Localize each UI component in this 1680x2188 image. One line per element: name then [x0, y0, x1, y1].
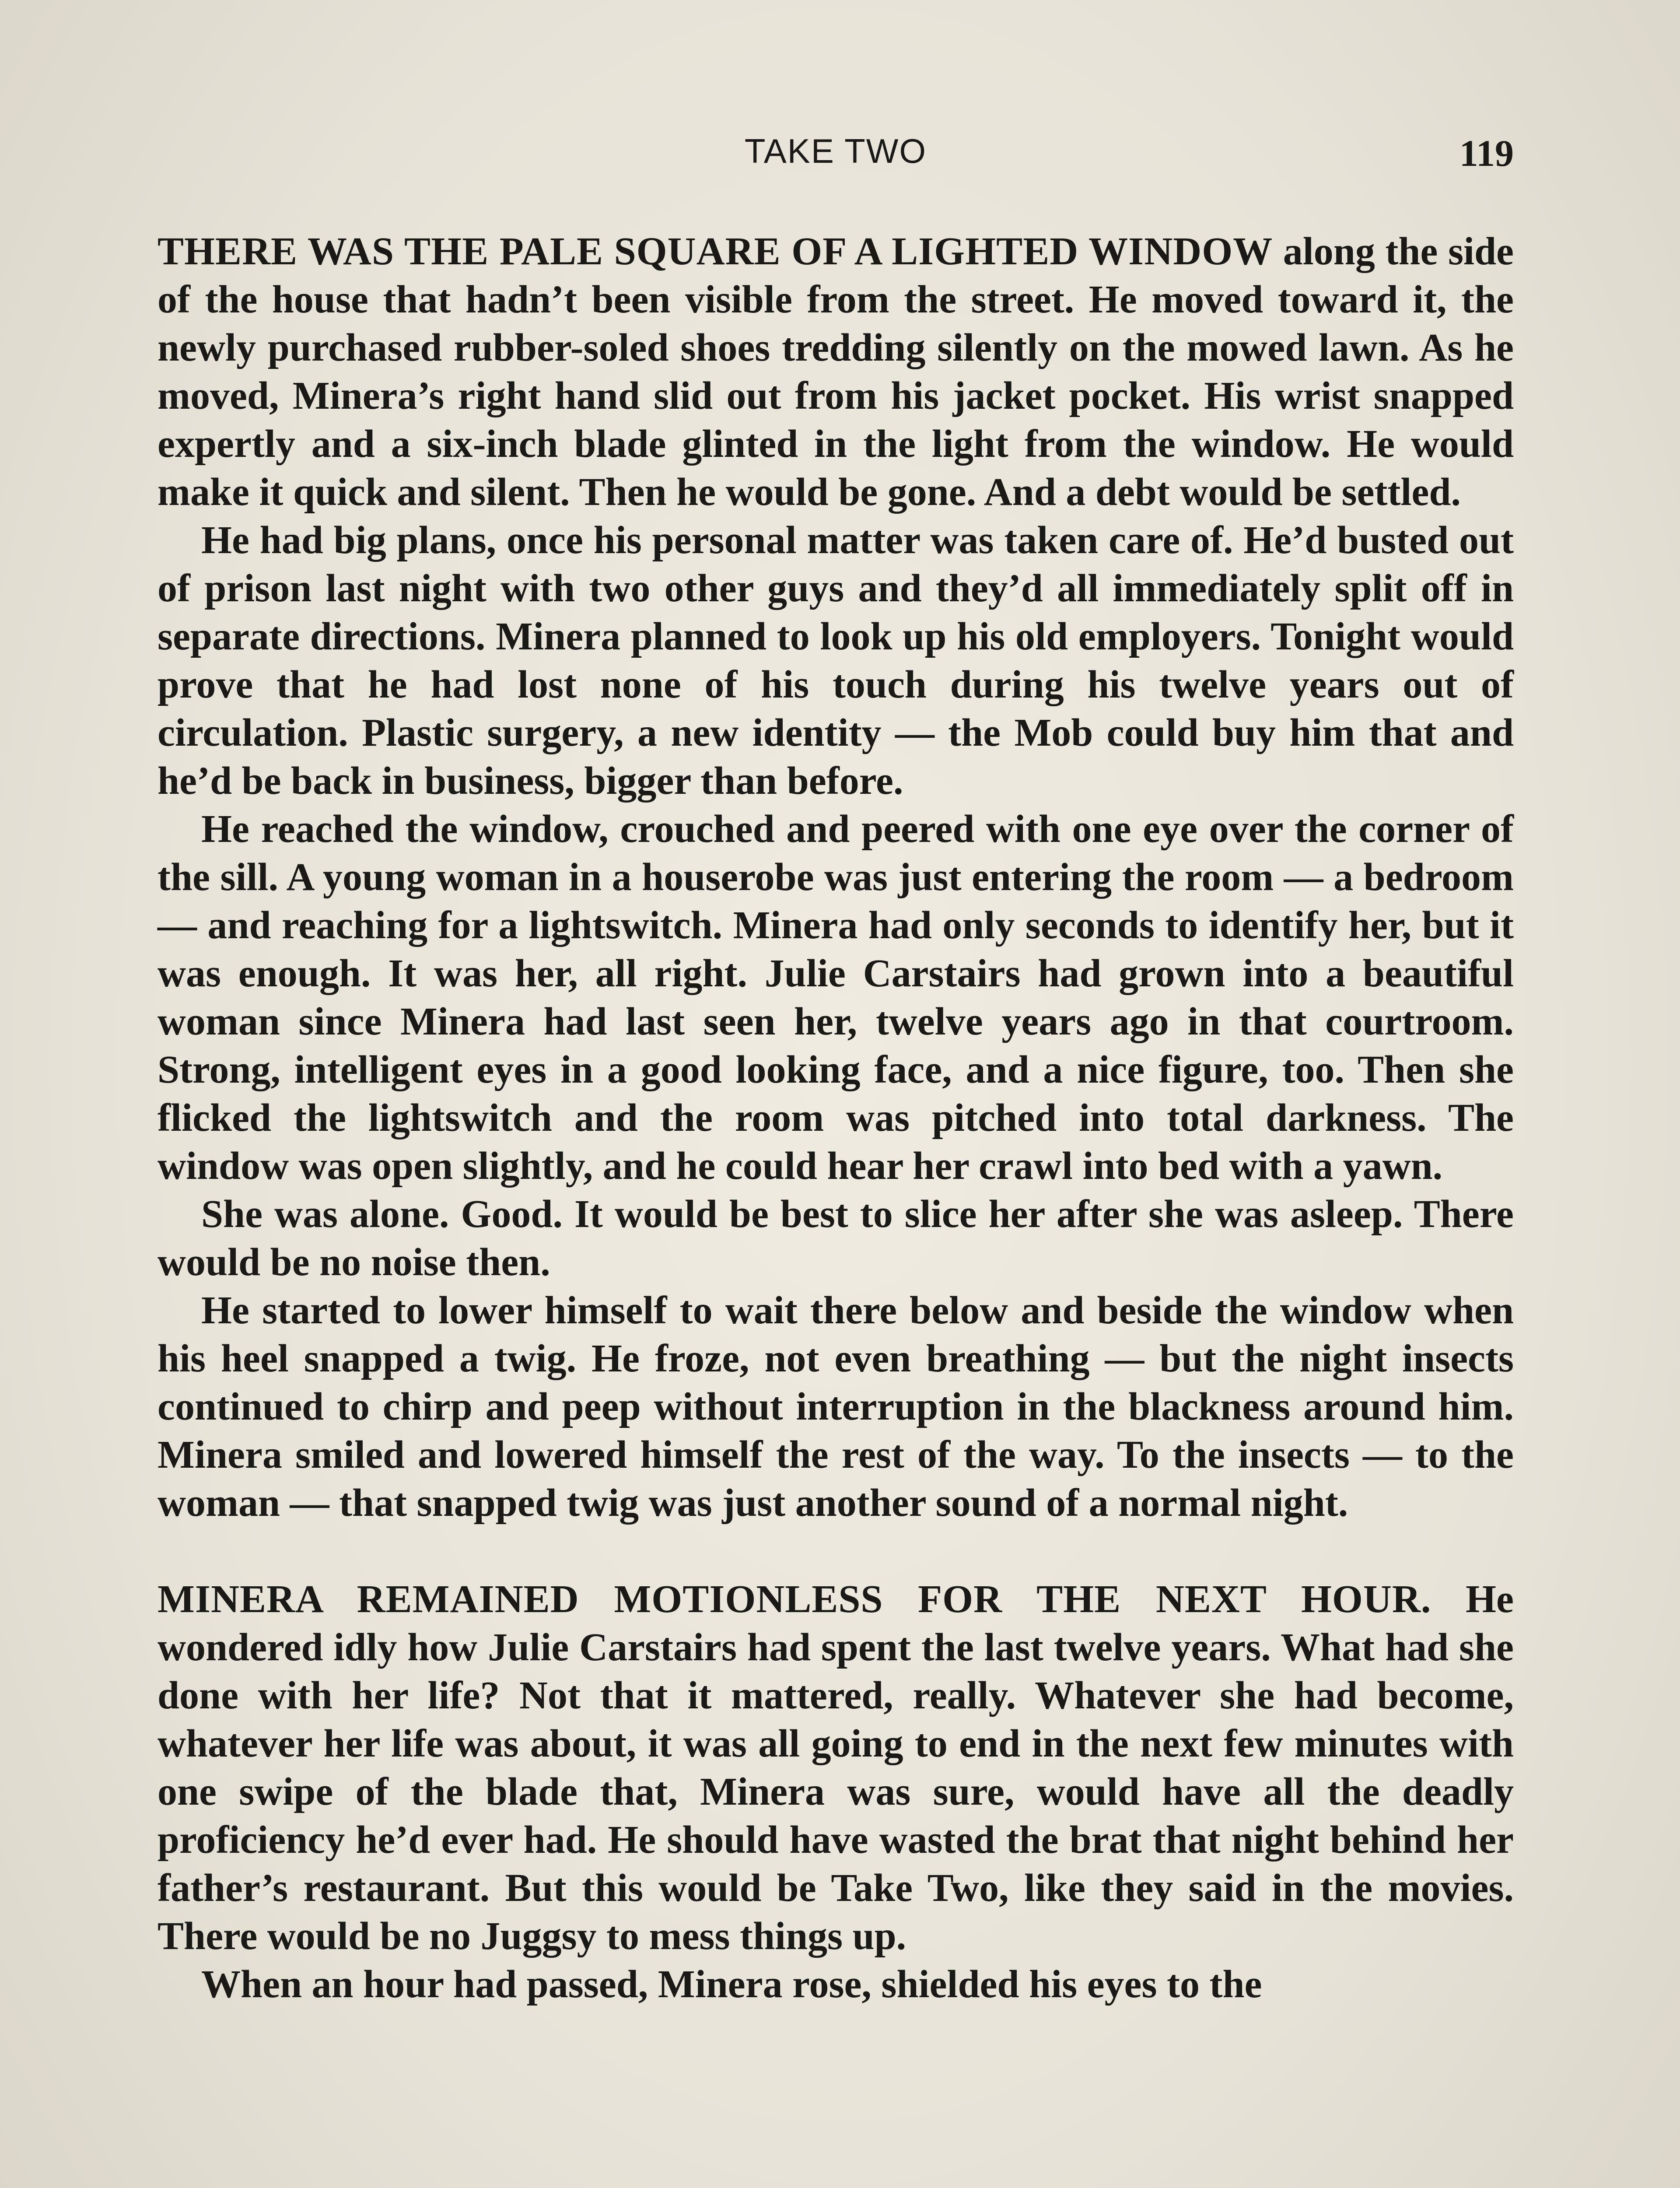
paragraph: He reached the window, crouched and peered with one eye over the corner of the sill. A young woman in a houserobe was just entering the room — a bedroom — and reaching for a lightswitch. Minera had only seconds to identify her, but it was enough. It was her, all right. Julie Carstairs had grown into a beautiful woman since Minera had last seen her, twelve years ago in that courtroom. Strong, intelligent eyes in a good looking face, and a nice figure, too. Then she flicked the lightswitch and the room was pitched into total darkness. The window was open slightly, and he could hear her crawl into bed with a yawn.	[158, 807, 1514, 1188]
paragraph: He had big plans, once his personal matter was taken care of. He’d busted out of prison last night with two other guys and they’d all immediately split off in separate directions. Minera planned to look up his old employers. Tonight would prove that he had lost none of his touch during his twelve years out of circulation. Plastic surgery, a new identity — the Mob could buy him that and he’d be back in business, bigger than before.	[158, 519, 1514, 803]
story-text	[158, 228, 1514, 2009]
section-lead-in: THERE WAS THE PALE SQUARE OF A LIGHTED WINDOW	[158, 230, 1273, 273]
paragraph: He started to lower himself to wait there below and beside the window when his heel snapped a twig. He froze, not even breathing — but the night insects continued to chirp and peep without interruption in the blackness around him. Minera smiled and lowered himself the rest of the way. To the insects — to the woman — that snapped twig was just another sound of a normal night.	[158, 1289, 1514, 1525]
page-header	[158, 131, 1514, 179]
paragraph-text: along the side of the house that hadn’t been visible from the street. He moved toward it, the newly purchased rubber-soled shoes tredding silently on the mowed lawn. As he moved, Minera’s right hand slid out from his jacket pocket. His wrist snapped expertly and a six-inch blade glinted in the light from the window. He would make it quick and silent. Then he would be gone. And a debt would be settled.	[158, 230, 1514, 514]
running-head: TAKE TWO	[744, 132, 927, 170]
page-number: 119	[1459, 132, 1514, 174]
paragraph-text: He wondered idly how Julie Carstairs had spent the last twelve years. What had she done with her life? Not that it mattered, really. Whatever she had become, whatever her life was about, it was all going to end in the next few minutes with one swipe of the blade that, Minera was sure, would have all the deadly proficiency he’d ever had. He should have wasted the brat that night behind her father’s restaurant. But this would be Take Two, like they said in the movies. There would be no Juggsy to mess things up.	[158, 1578, 1514, 1958]
paragraph	[158, 1575, 1514, 1960]
paragraph: When an hour had passed, Minera rose, shielded his eyes to the	[201, 1963, 1262, 2006]
paragraph: She was alone. Good. It would be best to slice her after she was asleep. There would be no noise then.	[158, 1192, 1514, 1284]
paragraph	[158, 228, 1514, 516]
section-lead-in: MINERA REMAINED MOTIONLESS FOR THE NEXT HOUR.	[158, 1578, 1432, 1621]
section-break	[158, 1527, 1514, 1575]
